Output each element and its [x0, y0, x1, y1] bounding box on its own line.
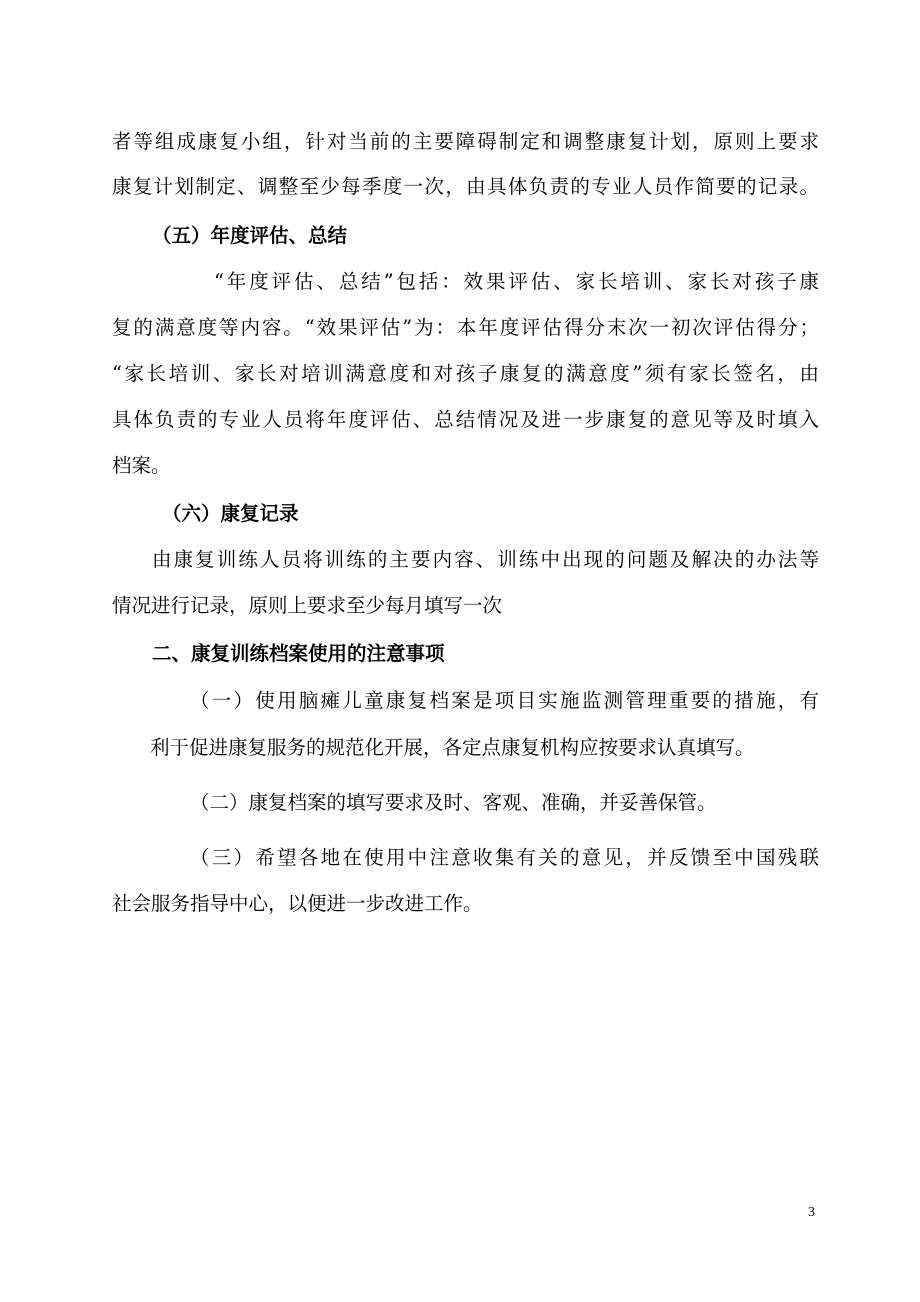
section-heading: （五）年度评估、总结 [152, 224, 348, 247]
text-line: （一）使用脑瘫儿童康复档案是项目实施监测管理重要的措施，有 [190, 689, 819, 712]
text-line: （二）康复档案的填写要求及时、客观、准确，并妥善保管。 [190, 791, 717, 814]
text-line: “年度评估、总结”包括：效果评估、家长培训、家长对孩子康 [214, 270, 819, 293]
text-line: 由康复训练人员将训练的主要内容、训练中出现的问题及解决的办法等 [152, 548, 819, 571]
text-line: 复的满意度等内容。“效果评估”为：本年度评估得分末次一初次评估得分； [112, 316, 819, 339]
page-number: 3 [808, 1205, 815, 1220]
text-line: “家长培训、家长对培训满意度和对孩子康复的满意度”须有家长签名，由 [112, 362, 819, 385]
text-line: （三）希望各地在使用中注意收集有关的意见，并反馈至中国残联 [190, 846, 819, 869]
text-line: 利于促进康复服务的规范化开展，各定点康复机构应按要求认真填写。 [150, 736, 755, 759]
text-line: 具体负责的专业人员将年度评估、总结情况及进一步康复的意见等及时填入 [112, 408, 819, 431]
text-line: 者等组成康复小组，针对当前的主要障碍制定和调整康复计划，原则上要求 [112, 130, 819, 153]
text-line: 康复计划制定、调整至少每季度一次，由具体负责的专业人员作简要的记录。 [112, 175, 819, 198]
text-line: 情况进行记录，原则上要求至少每月填写一次 [112, 594, 503, 617]
section-heading: （六）康复记录 [162, 502, 299, 525]
text-line: 社会服务指导中心，以便进一步改进工作。 [112, 892, 483, 915]
text-line: 档案。 [112, 454, 171, 477]
chapter-heading: 二、康复训练档案使用的注意事项 [152, 642, 445, 665]
